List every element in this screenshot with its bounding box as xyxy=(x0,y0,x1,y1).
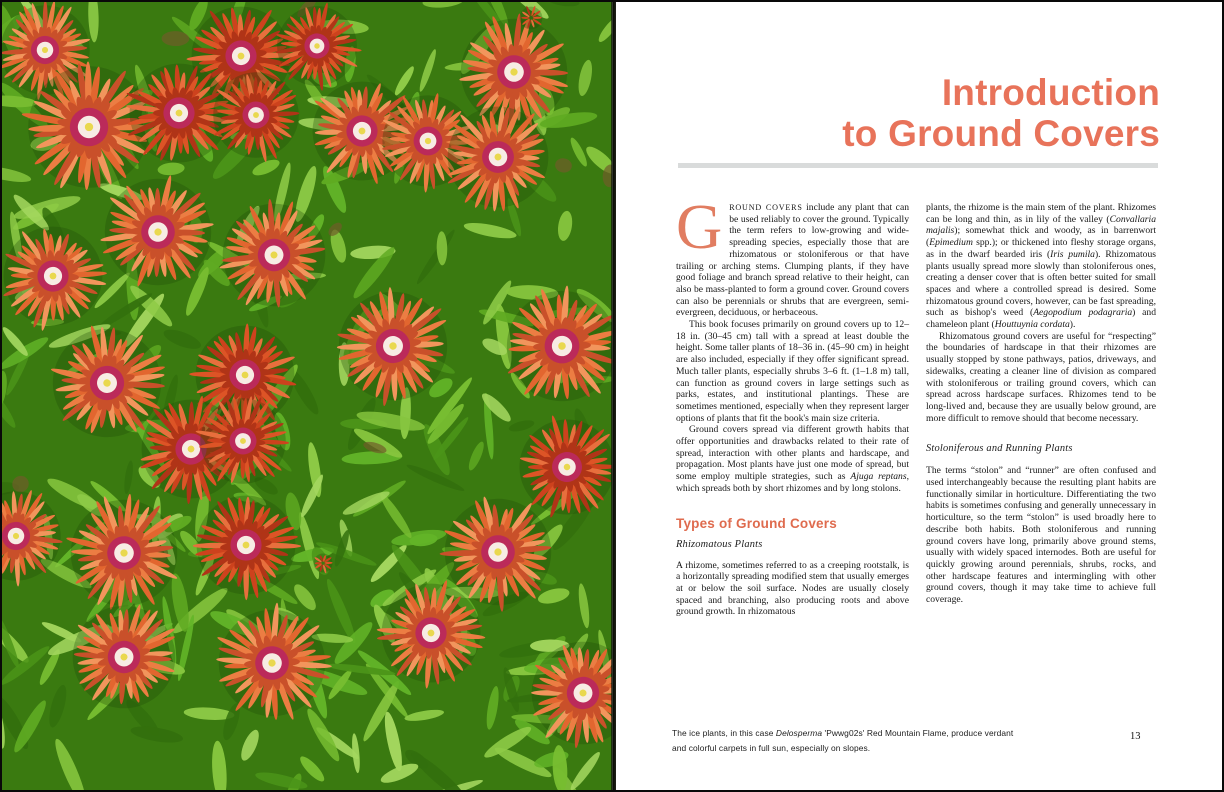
paragraph: Rhizomatous ground covers are useful for “respecting” the boundaries of hardscape in that their rhizomes are usually stopped by stone pathways, patios, driveways, and sidewalks, creating a cleaner line of division as compared with stoloniferous or trailing ground covers, which can spread across hardscape surfaces. Rhizomes tend to be long-lived and, because they are usually below ground, are more difficult to remove should that become necessary. xyxy=(926,330,1156,424)
paragraph: A rhizome, sometimes referred to as a creeping rootstalk, is a horizontally spreading modified stem that usually emerges at or below the soil surface. Nodes are usually closely spaced and branching, also producing roots and above ground growth. In rhizomatous xyxy=(676,559,909,618)
subsection-heading-stoloniferous: Stoloniferous and Running Plants xyxy=(926,443,1073,455)
chapter-title-line1: Introduction xyxy=(941,72,1160,113)
page-gutter xyxy=(611,0,616,792)
chapter-title-line2: to Ground Covers xyxy=(842,113,1160,154)
paragraph-intro xyxy=(676,191,909,319)
paragraph: This book focuses primarily on ground covers up to 12–18 in. (30–45 cm) tall with a spread at least double the height. Some taller plants of 18–36 in. (45–90 cm) in height are also included, especially if they offer significant spread. Much taller plants, especially shrubs 3–6 ft. (1–1.8 m) tall, can function as ground covers in large settings such as parks, estates, and institutional plantings. These are sometimes mentioned, especially when they represent larger options of plants that fit the book's main size criteria. xyxy=(676,319,909,424)
text-column-2 xyxy=(926,202,1156,606)
chapter-title xyxy=(842,72,1160,154)
paragraph: Ground covers spread via different growth habits that offer opportunities and drawbacks related to their rate of spread, interaction with other plants and hardscape, and propagation. Most plants have just one mode of spread, but some employ multiple strategies, such as Ajuga reptans, which spreads both by short rhizomes and by long stolons. xyxy=(676,424,909,494)
text-column-1 xyxy=(676,191,909,618)
page-number: 13 xyxy=(1130,731,1141,742)
photo-caption: The ice plants, in this case Delosperma 'Pwwg02s' Red Mountain Flame, produce verdant and colorful carpets in full sun, especially on slopes. xyxy=(672,728,1014,753)
subsection-heading-rhizomatous: Rhizomatous Plants xyxy=(676,538,763,550)
section-heading: Types of Ground Covers xyxy=(676,515,837,531)
paragraph: plants, the rhizome is the main stem of the plant. Rhizomes can be long and thin, as in lily of the valley (Convallaria majalis); somewhat thick and woody, as in barrenwort (Epimedium spp.); or thickened into fleshy storage organs, as in the dwarf bearded iris (Iris pumila). Rhizomatous plants usually spread more slowly than stoloniferous ones, creating a denser cover that is often better suited for small spaces and where a controlled spread is desired. Some rhizomatous ground covers, however, can be fast spreading, such as bishop's weed (Aegopodium podagraria) and chameleon plant (Houttuynia cordata). xyxy=(926,202,1156,331)
paragraph: The terms “stolon” and “runner” are often confused and used interchangeably because the resulting plant habits are functionally similar in horticulture. Differentiating the two habits is sometimes confusing and generally unnecessary in horticulture, so the term “stolon” is used broadly here to describe both habits. Both stoloniferous and running ground covers have long, primarily above ground stems, usually with widely spaced internodes. Both are useful for quickly growing around perennials, shrubs, rocks, and other hardscape features and intermingling with other ground covers, though it may take time to achieve full coverage. xyxy=(926,465,1156,606)
paragraph-intro-text: include any plant that can be used reliably to cover the ground. Typically the term refers to low-growing and wide-spreading species, especially those that are rhizomatous or stoloniferous or that have trailing or arching stems. Clumping plants, if they have good foliage and branch spread relative to their height, can also be mass-planted to form a ground cover. Ground covers can also be perennials or shrubs that are evergreen, semi-evergreen, deciduous, or herbaceous. xyxy=(676,202,909,319)
text-page xyxy=(616,0,1224,792)
title-rule xyxy=(678,163,1158,168)
drop-cap: G xyxy=(676,191,723,262)
lead-small-caps: ROUND COVERS xyxy=(729,203,803,212)
